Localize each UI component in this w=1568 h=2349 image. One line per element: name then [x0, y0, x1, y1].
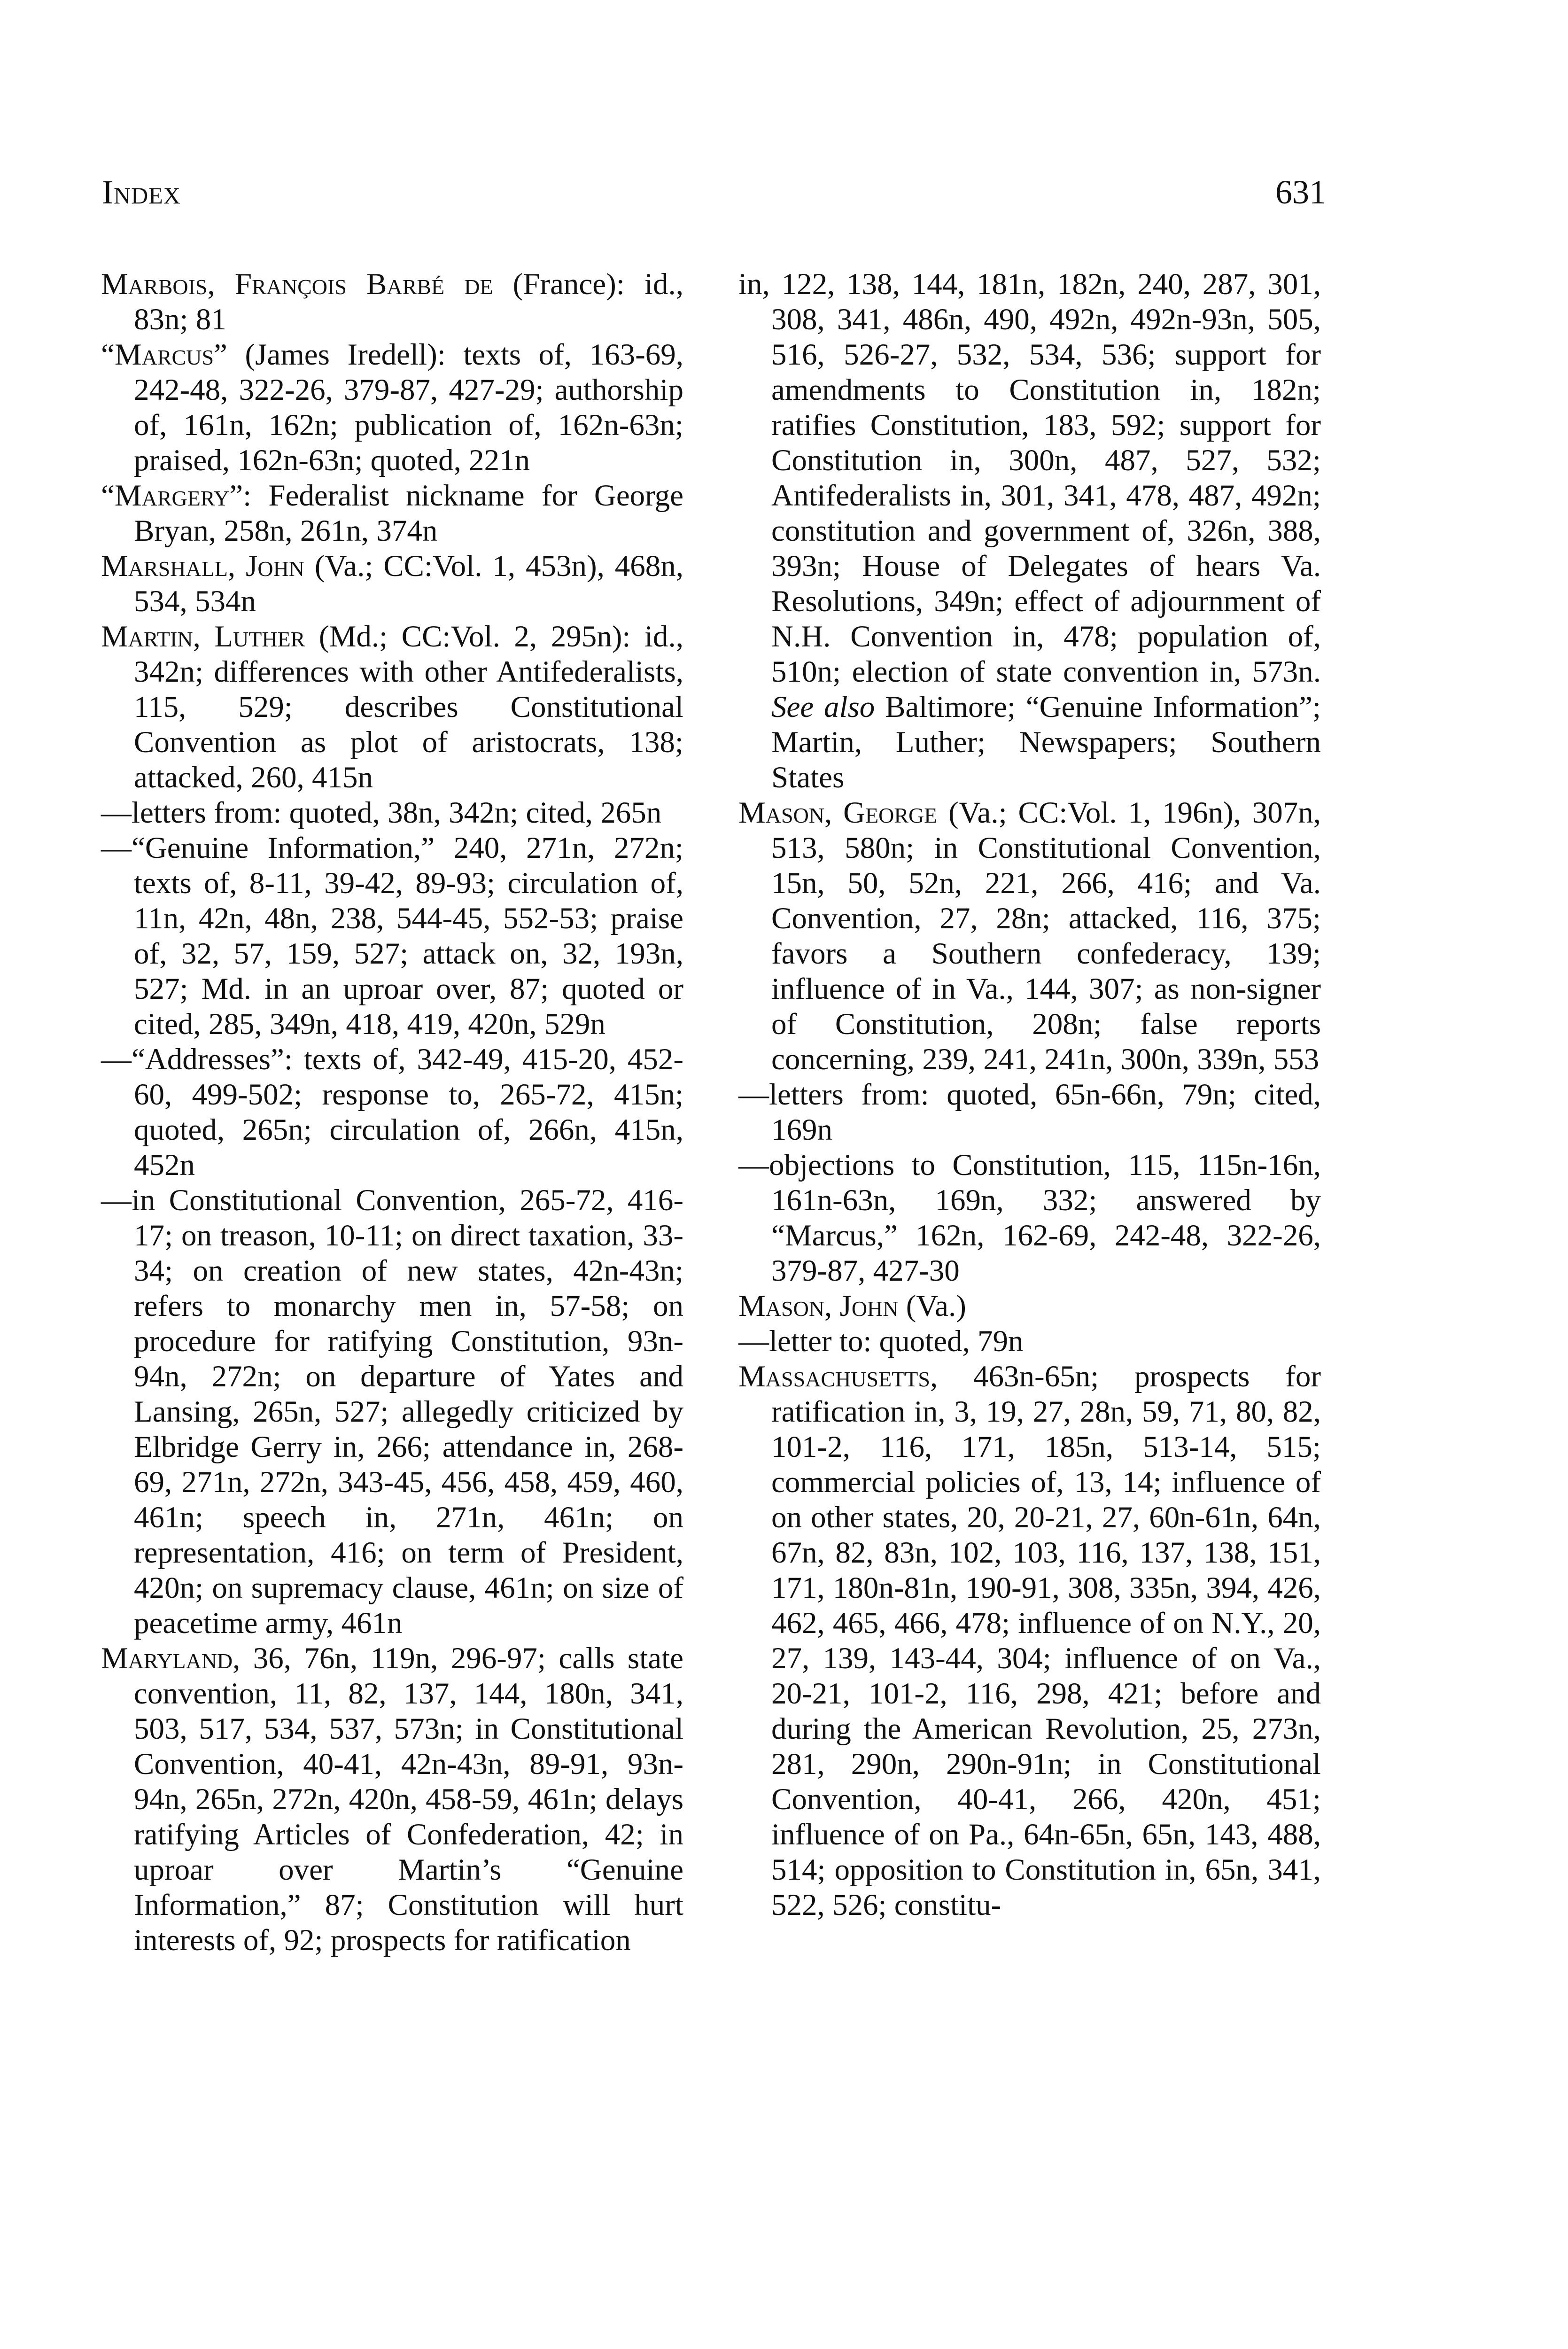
index-locators: —letter to: quoted, 79n [738, 1324, 1024, 1358]
index-entry [738, 1359, 1321, 1923]
running-head-title: Index [102, 173, 181, 211]
index-entry [101, 549, 683, 619]
index-headword: “Margery” [101, 479, 243, 513]
index-headword: Marshall, John [101, 549, 305, 583]
index-subentry [101, 1183, 683, 1641]
index-locators: —“Genuine Information,” 240, 271n, 272n; texts of, 8-11, 39-42, 89-93; circulation of, 11n, 42n, 48n, 238, 544-45, 552-53; praise of, 32, 57, 159, 527; attack on, 32, 193n, 527; Md. in an uproar over, 87; quoted or cited, 285, 349n, 418, 419, 420n, 529n [101, 831, 683, 1041]
index-subentry [101, 795, 683, 831]
index-locators: —letters from: quoted, 65n-66n, 79n; cited, 169n [738, 1078, 1321, 1147]
index-locators: —in Constitutional Convention, 265-72, 416-17; on treason, 10-11; on direct taxation, 33-34; on creation of new states, 42n-43n; refers to monarchy men in, 57-58; on procedure for ratifying Constitution, 93n-94n, 272n; on departure of Yates and Lansing, 265n, 527; allegedly criticized by Elbridge Gerry in, 266; attendance in, 268-69, 271n, 272n, 343-45, 456, 458, 459, 460, 461n; speech in, 271n, 461n; on representation, 416; on term of President, 420n; on supremacy clause, 461n; on size of peacetime army, 461n [101, 1183, 683, 1640]
index-subentry [101, 1042, 683, 1183]
index-locators: (James Iredell): texts of, 163-69, 242-48, 322-26, 379-87, 427-29; authorship of, 161n, 162n; publication of, 162n-63n; praised, 162n-63n; quoted, 221n [134, 338, 683, 477]
index-headword: Maryland [101, 1641, 233, 1675]
index-locators: , 463n-65n; prospects for ratification in, 3, 19, 27, 28n, 59, 71, 80, 82, 101-2, 116, 171, 185n, 513-14, 515; commercial policies of, 13, 14; influence of on other states, 20, 20-21, 27, 60n-61n, 64n, 67n, 82, 83n, 102, 103, 116, 137, 138, 151, 171, 180n-81n, 190-91, 308, 335n, 394, 426, 462, 465, 466, 478; influence of on N.Y., 20, 27, 139, 143-44, 304; influence of on Va., 20-21, 101-2, 116, 298, 421; before and during the American Revolution, 25, 273n, 281, 290n, 290n-91n; in Constitutional Convention, 40-41, 266, 420n, 451; influence of on Pa., 64n-65n, 65n, 143, 488, 514; opposition to Constitution in, 65n, 341, 522, 526; constitu- [771, 1360, 1321, 1922]
index-entry [738, 795, 1321, 1077]
index-headword: Massachusetts [738, 1360, 930, 1393]
index-subentry [738, 1077, 1321, 1148]
see-also-targets: Baltimore; “Genuine Information”; Martin, Luther; Newspapers; Southern States [771, 690, 1321, 794]
index-entry [101, 267, 683, 337]
index-headword: “Marcus” [101, 338, 227, 372]
index-entry [101, 337, 683, 478]
index-locators: —objections to Constitution, 115, 115n-16n, 161n-63n, 169n, 332; answered by “Marcus,” 162n, 162-69, 242-48, 322-26, 379-87, 427-30 [738, 1148, 1321, 1288]
right-column [738, 267, 1321, 1923]
index-locators: in, 122, 138, 144, 181n, 182n, 240, 287, 301, 308, 341, 486n, 490, 492n, 492n-93n, 505, 516, 526-27, 532, 534, 536; support for amendments to Constitution in, 182n; ratifies Constitution, 183, 592; support for Constitution in, 300n, 487, 527, 532; Antifederalists in, 301, 341, 478, 487, 492n; constitution and government of, 326n, 388, 393n; House of Delegates of hears Va. Resolutions, 349n; effect of adjournment of N.H. Convention in, 478; population of, 510n; election of state convention in, 573n. [738, 267, 1321, 689]
index-subentry [738, 1148, 1321, 1289]
left-column [101, 267, 683, 1958]
index-entry-continuation [738, 267, 1321, 795]
index-entry [101, 478, 683, 549]
index-subentry [101, 831, 683, 1042]
index-locators: (France): id., 83n; 81 [134, 267, 683, 336]
see-also-reference: See also [771, 690, 875, 724]
page-number: 631 [1275, 173, 1326, 211]
index-locators: —“Addresses”: texts of, 342-49, 415-20, 452-60, 499-502; response to, 265-72, 415n; quoted, 265n; circulation of, 266n, 415n, 452n [101, 1042, 683, 1182]
index-locators: , 36, 76n, 119n, 296-97; calls state convention, 11, 82, 137, 144, 180n, 341, 503, 517, 534, 537, 573n; in Constitutional Convention, 40-41, 42n-43n, 89-91, 93n-94n, 265n, 272n, 420n, 458-59, 461n; delays ratifying Articles of Confederation, 42; in uproar over Martin’s “Genuine Information,” 87; Constitution will hurt interests of, 92; prospects for ratification [134, 1641, 683, 1957]
index-locators: (Va.; CC:Vol. 1, 453n), 468n, 534, 534n [134, 549, 684, 618]
index-headword: Marbois, François Barbé de [101, 267, 493, 301]
index-headword: Martin, Luther [101, 620, 305, 653]
index-entry [101, 1641, 683, 1958]
index-locators: —letters from: quoted, 38n, 342n; cited, 265n [101, 796, 662, 830]
index-entry [101, 619, 683, 795]
index-locators: (Md.; CC:Vol. 2, 295n): id., 342n; differences with other Antifederalists, 115, 529; describes Constitutional Convention as plot of aristocrats, 138; attacked, 260, 415n [134, 620, 684, 794]
index-entry [738, 1289, 1321, 1324]
index-locators: : Federalist nickname for George Bryan, 258n, 261n, 374n [134, 479, 683, 548]
index-headword: Mason, George [738, 796, 938, 830]
running-head [102, 173, 1326, 229]
index-headword: Mason, John [738, 1289, 899, 1323]
index-locators: (Va.) [898, 1289, 966, 1323]
index-locators: (Va.; CC:Vol. 1, 196n), 307n, 513, 580n; in Constitutional Convention, 15n, 50, 52n, 221, 266, 416; and Va. Convention, 27, 28n; attacked, 116, 375; favors a Southern confederacy, 139; influence of in Va., 144, 307; as non-signer of Constitution, 208n; false reports concerning, 239, 241, 241n, 300n, 339n, 553 [771, 796, 1321, 1076]
index-subentry [738, 1324, 1321, 1359]
